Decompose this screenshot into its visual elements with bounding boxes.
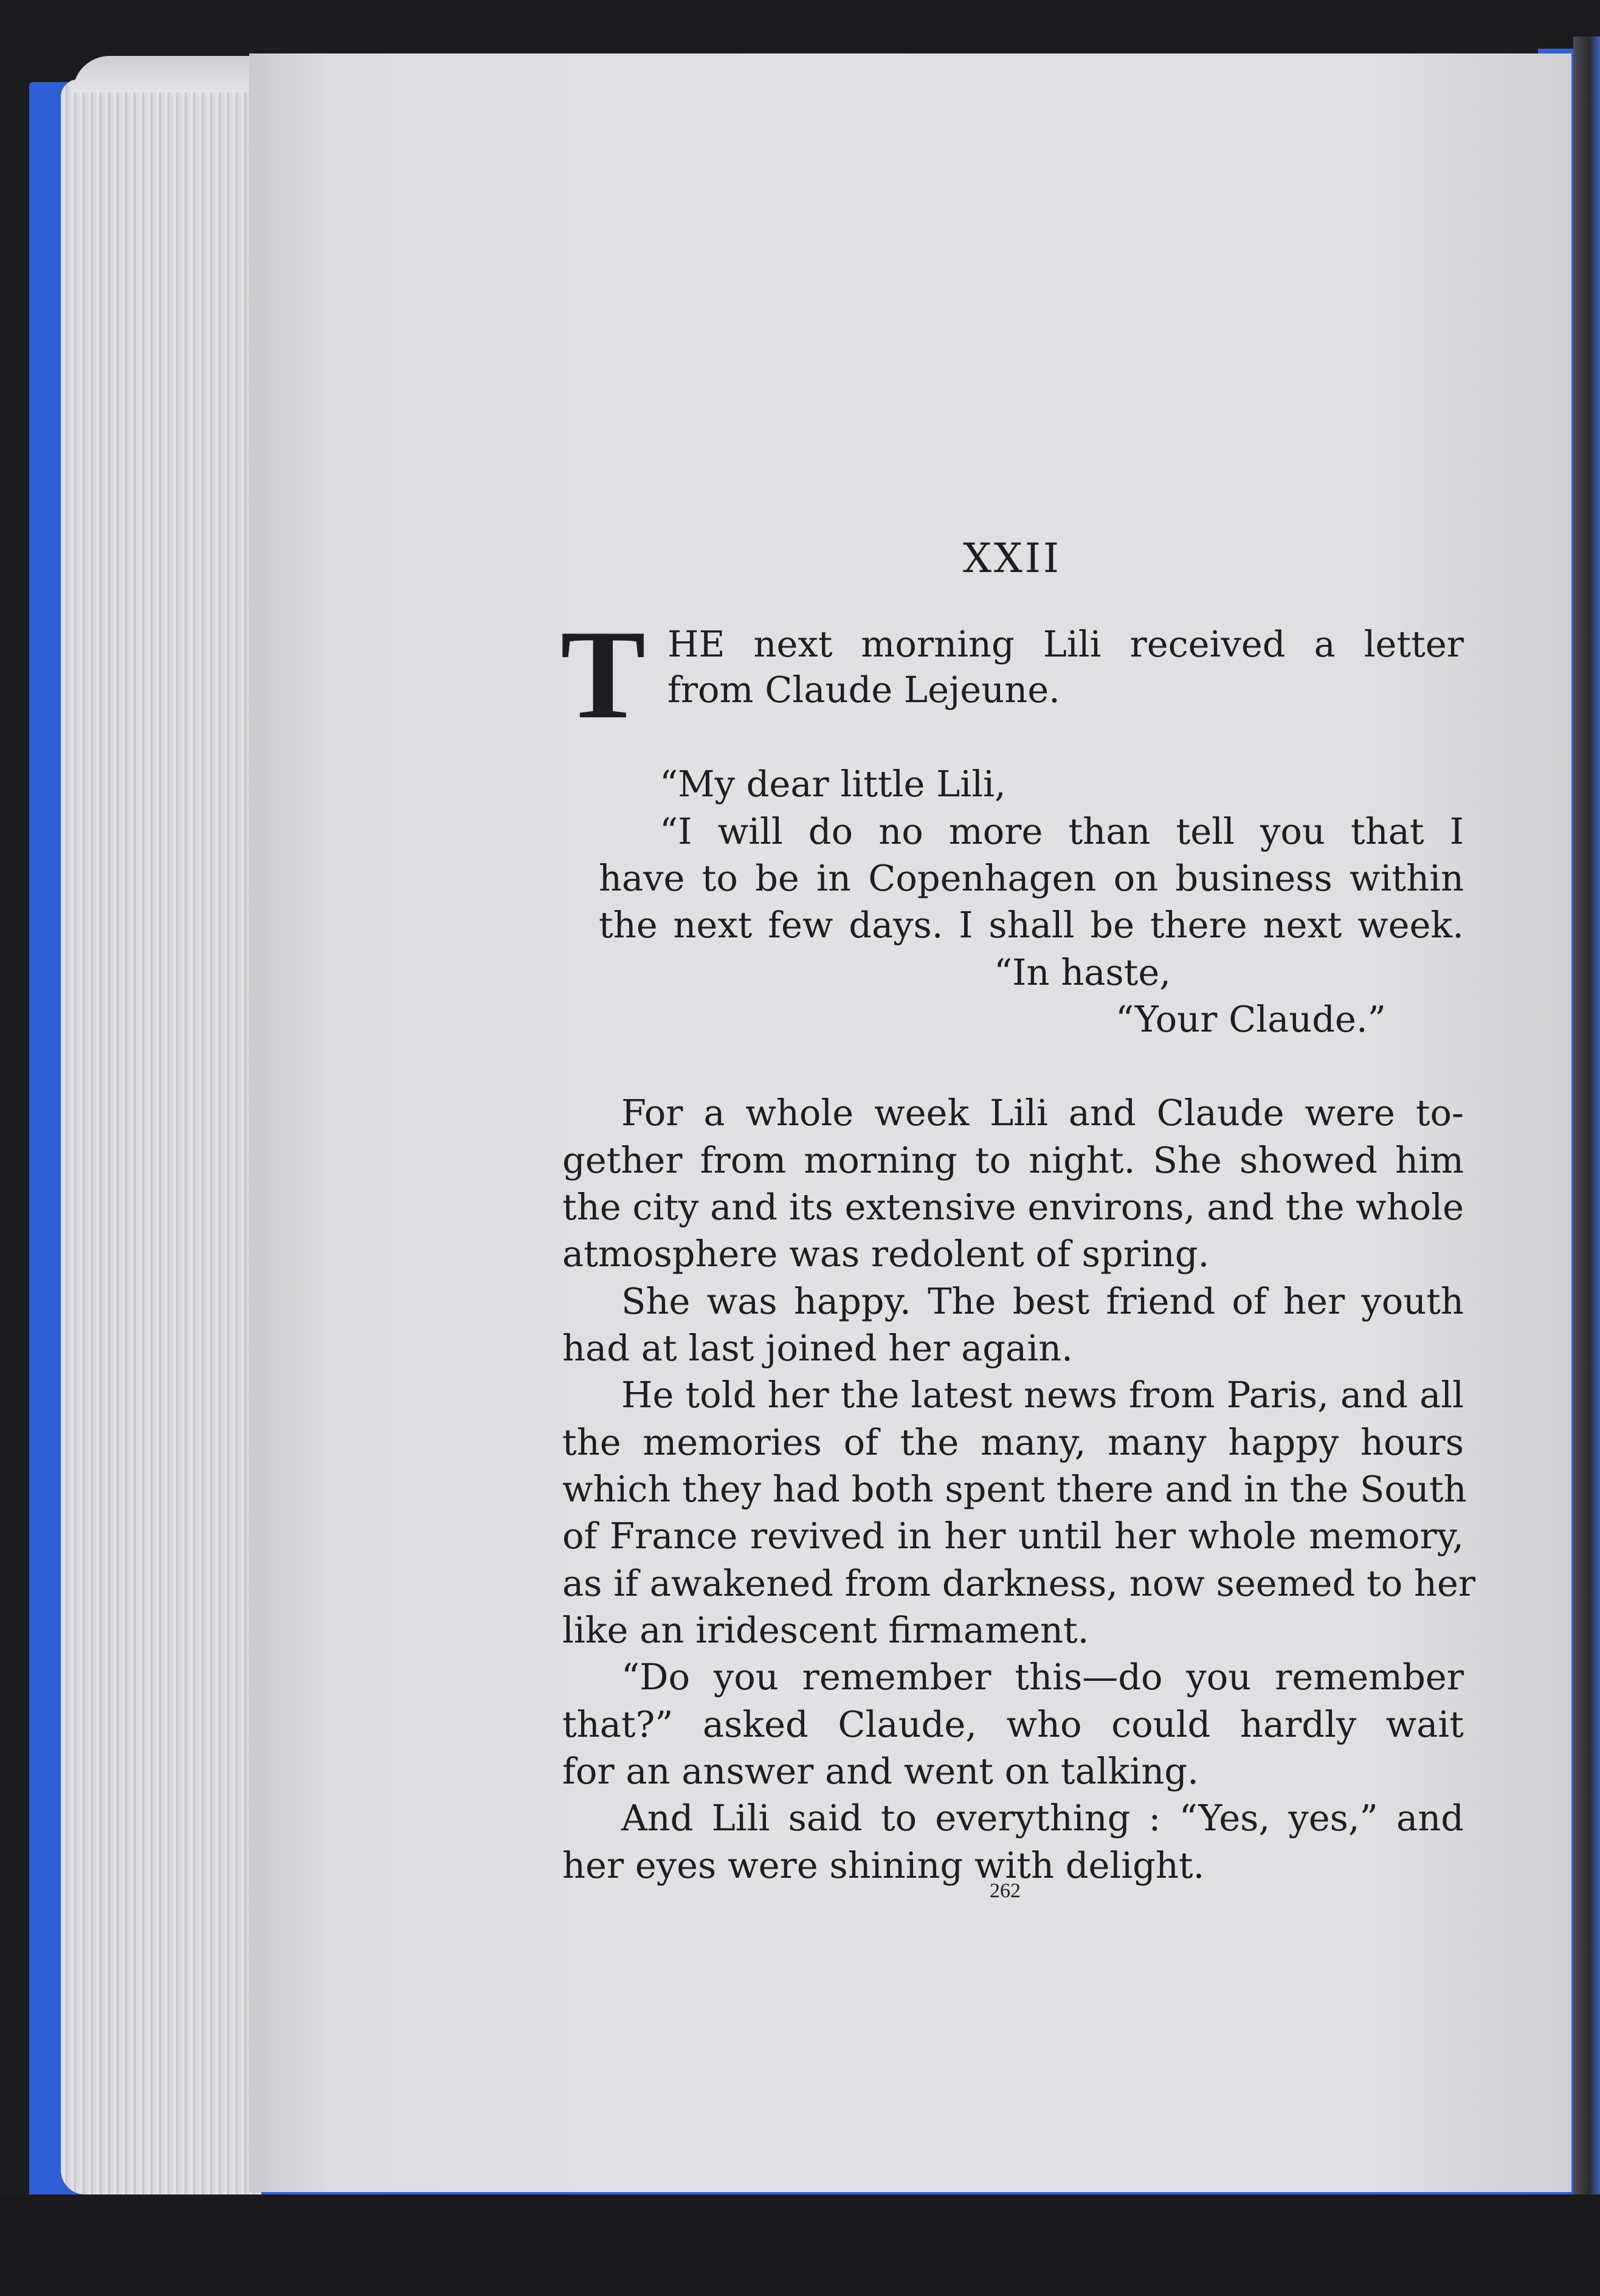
- body-line: gether from morning to night. She showed him: [562, 1139, 1464, 1181]
- body-line: the city and its extensive environs, and the whole: [562, 1186, 1464, 1228]
- page-stack-top: [73, 56, 267, 92]
- body-line: that?” asked Claude, who could hardly wait: [562, 1703, 1464, 1745]
- body-line: as if awakened from darkness, now seemed to her: [562, 1562, 1476, 1604]
- body-line: For a whole week Lili and Claude were to-: [621, 1092, 1464, 1134]
- body-line: her eyes were shining with delight.: [562, 1844, 1205, 1886]
- opening-line: HE next morning Lili received a letter: [667, 623, 1464, 665]
- body-line: “Do you remember this—do you remember: [621, 1656, 1464, 1698]
- letter-salutation: “My dear little Lili,: [660, 763, 1006, 805]
- body-line: And Lili said to everything : “Yes, yes,” and: [621, 1797, 1464, 1839]
- page-stack: [61, 79, 261, 2194]
- letter-line: have to be in Copenhagen on business within: [599, 857, 1464, 899]
- body-line: of France revived in her until her whole memory,: [562, 1515, 1464, 1557]
- chapter-heading: XXII: [962, 535, 1062, 582]
- body-line: She was happy. The best friend of her youth: [621, 1280, 1464, 1322]
- body-line: He told her the latest news from Paris, and all: [621, 1374, 1464, 1416]
- drop-cap: T: [560, 604, 646, 745]
- body-line: atmosphere was redolent of spring.: [562, 1233, 1210, 1275]
- letter-line: the next few days. I shall be there next week.: [599, 904, 1464, 946]
- body-line: the memories of the many, many happy hours: [562, 1421, 1464, 1463]
- letter-closing: “In haste,: [994, 951, 1171, 993]
- body-line: for an answer and went on talking.: [562, 1750, 1199, 1792]
- page-number: 262: [990, 1880, 1021, 1902]
- letter-line: “I will do no more than tell you that I: [660, 810, 1464, 852]
- letter-signature: “Your Claude.”: [1116, 998, 1386, 1040]
- facing-page-edge: [1573, 36, 1600, 2225]
- body-line: had at last joined her again.: [562, 1327, 1073, 1369]
- body-line: like an iridescent firmament.: [562, 1609, 1089, 1651]
- table-surface: [0, 2194, 1600, 2296]
- opening-line: from Claude Lejeune.: [667, 669, 1060, 711]
- body-line: which they had both spent there and in the South: [562, 1468, 1467, 1510]
